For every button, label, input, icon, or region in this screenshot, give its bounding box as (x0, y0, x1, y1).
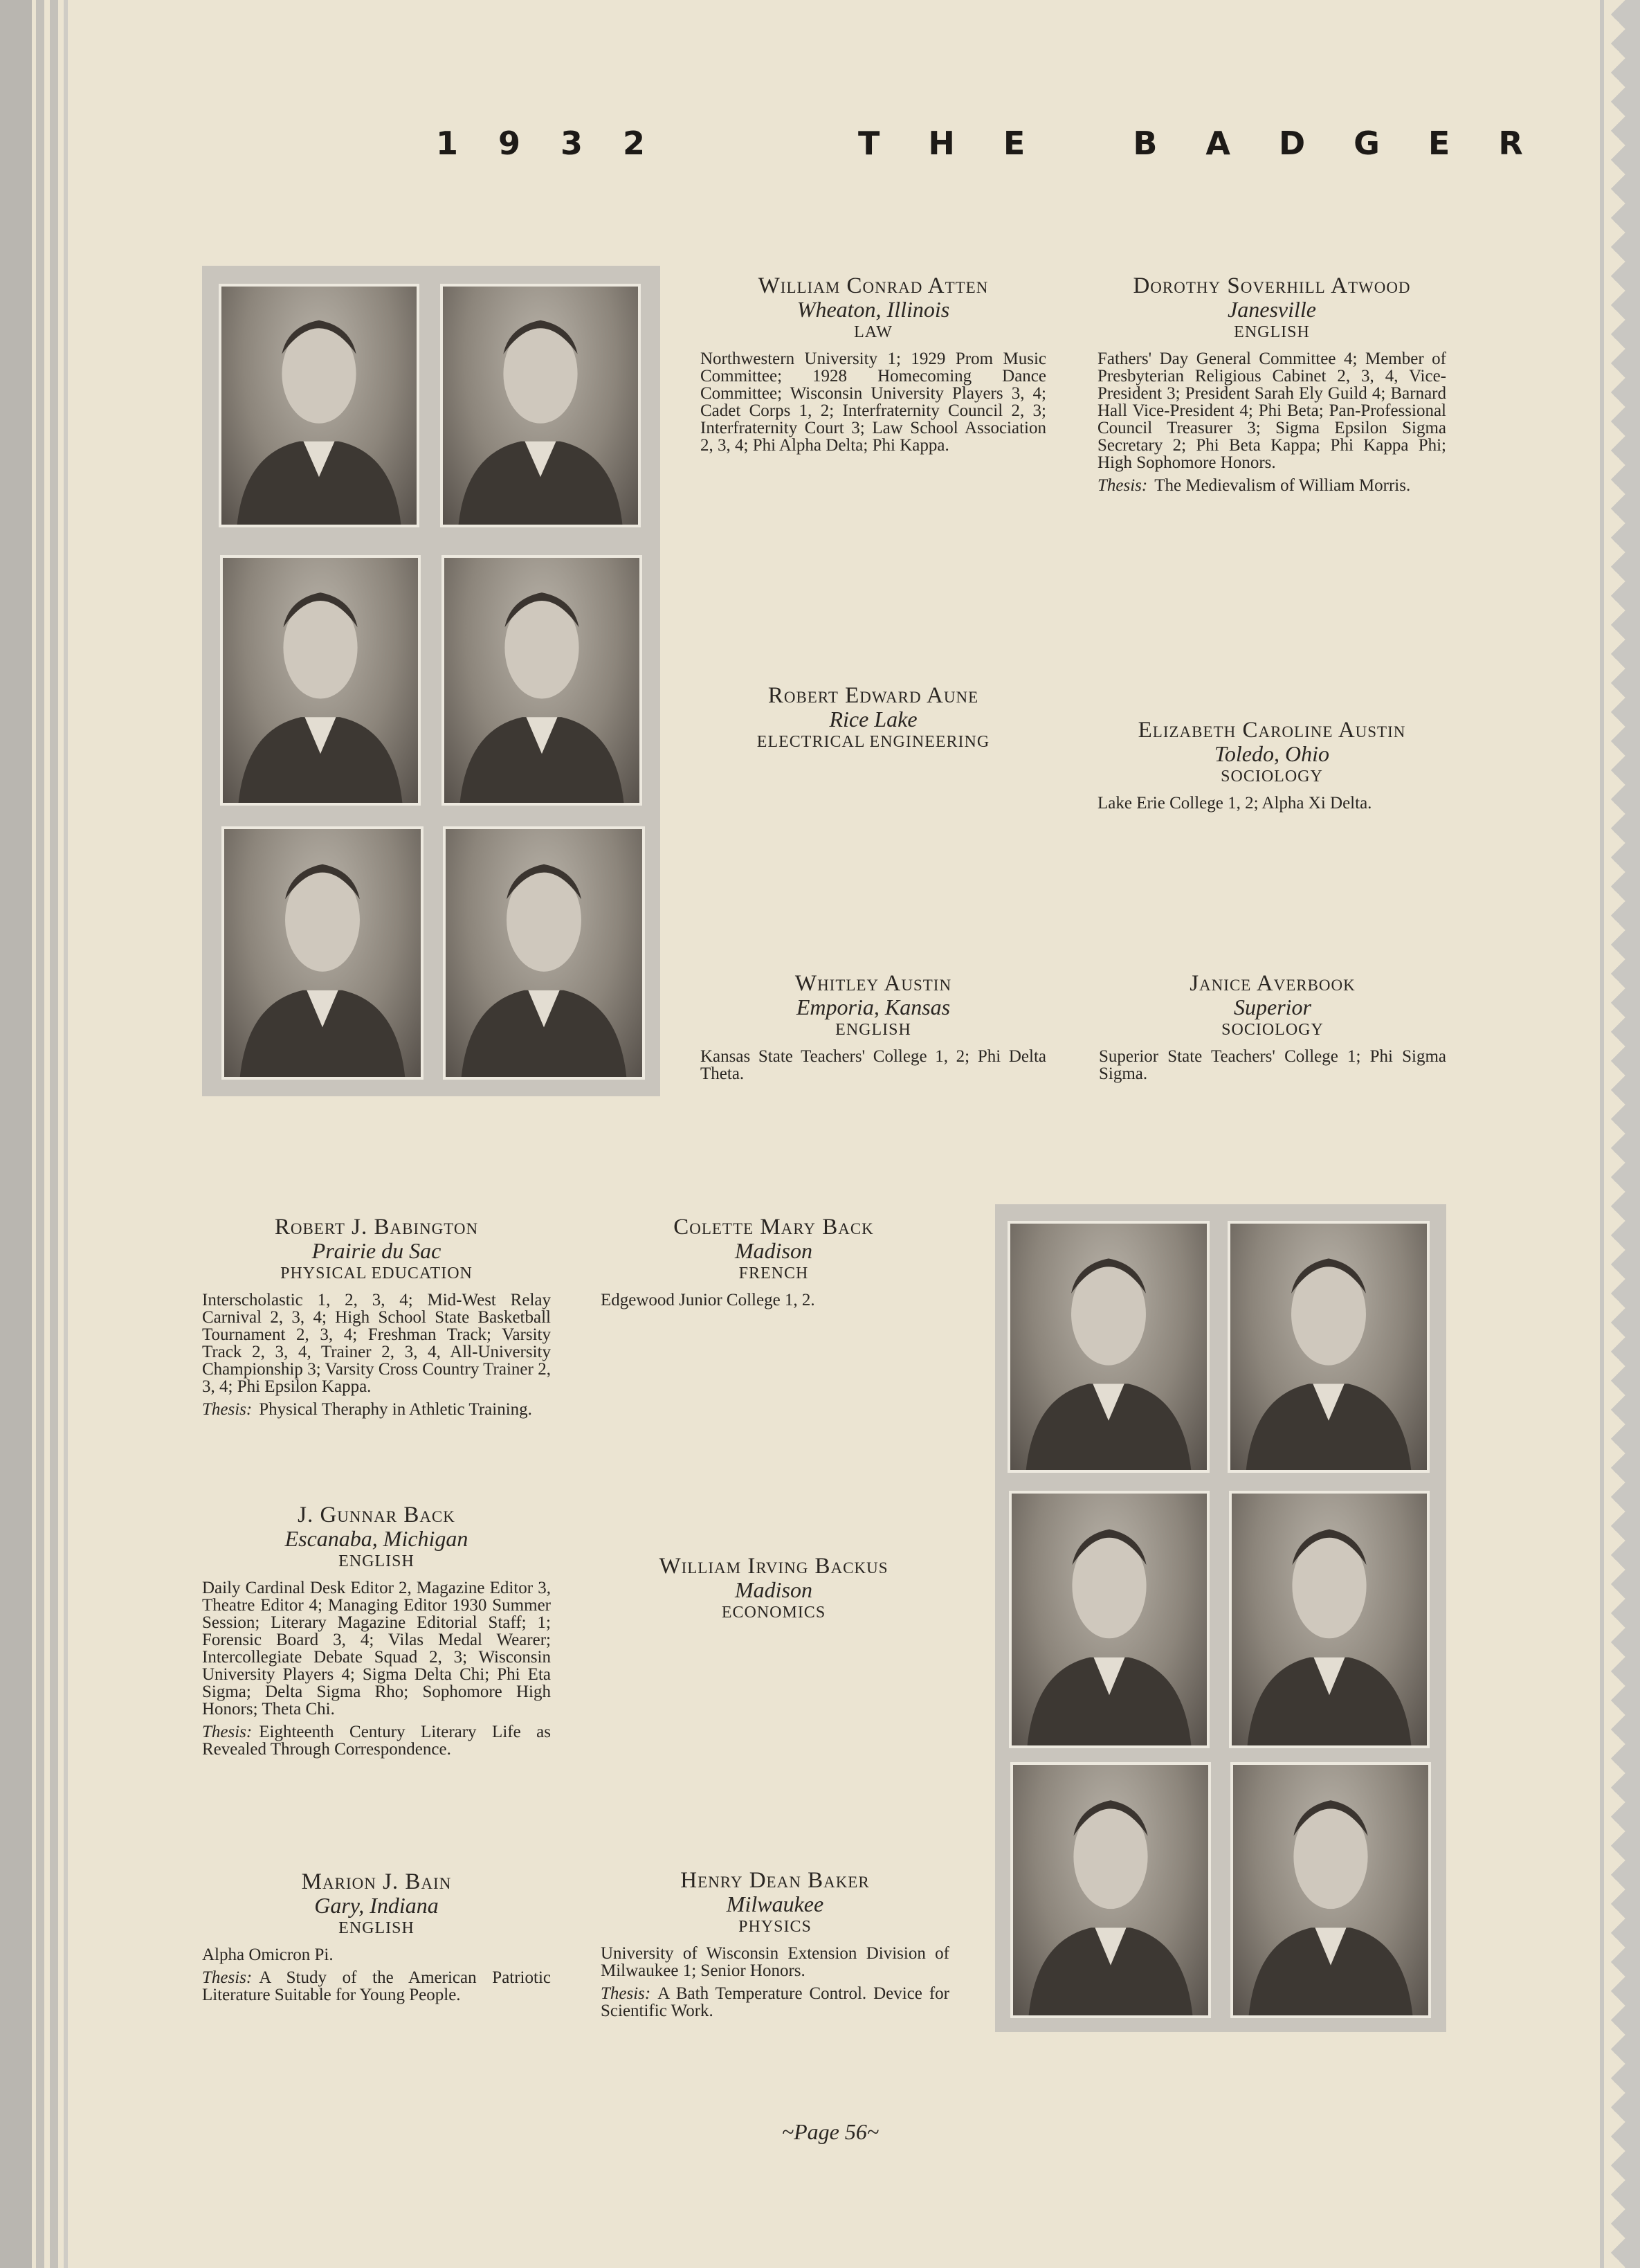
student-name: Janice Averbook (1190, 971, 1356, 996)
portrait-silhouette (1012, 1494, 1207, 1745)
portrait-photo (443, 826, 645, 1080)
portrait-silhouette (446, 829, 642, 1077)
portrait-silhouette (1232, 1494, 1427, 1745)
thesis-label: Thesis: (202, 1723, 253, 1741)
student-hometown: Madison (735, 1577, 812, 1602)
student-thesis (202, 1969, 551, 2004)
portrait-silhouette (1233, 1765, 1428, 2015)
student-entry (601, 1554, 947, 1624)
student-hometown: Prairie du Sac (311, 1238, 441, 1263)
student-department: FRENCH (738, 1264, 809, 1282)
student-department: ELECTRICAL ENGINEERING (756, 733, 990, 751)
student-thesis (202, 1401, 551, 1418)
left-page-border (0, 0, 69, 2268)
thesis-label: Thesis: (202, 1968, 253, 1987)
student-department: SOCIOLOGY (1221, 768, 1323, 786)
student-name: J. Gunnar Back (298, 1503, 455, 1527)
student-entry (700, 684, 1046, 753)
student-hometown: Gary, Indiana (314, 1893, 439, 1918)
thesis-title: A Bath Temperature Control. Device for Scientific Work. (601, 1984, 949, 2020)
student-department: LAW (854, 323, 893, 341)
student-hometown: Emporia, Kansas (796, 995, 951, 1019)
portrait-silhouette (1230, 1224, 1427, 1470)
student-name: Robert J. Babington (274, 1215, 479, 1240)
student-department: ENGLISH (338, 1919, 414, 1937)
page-header (415, 125, 1571, 166)
portrait-silhouette (224, 829, 421, 1077)
portrait-photo (219, 284, 419, 527)
student-department: SOCIOLOGY (1221, 1021, 1324, 1039)
header-title: THE BADGER (858, 125, 1571, 162)
student-activities: Kansas State Teachers' College 1, 2; Phi Delta Theta. (700, 1047, 1046, 1083)
student-department: PHYSICAL EDUCATION (280, 1264, 473, 1282)
student-hometown: Superior (1234, 995, 1311, 1019)
portrait-silhouette (223, 558, 418, 803)
student-department: ENGLISH (338, 1552, 414, 1570)
student-activities: University of Wisconsin Extension Division of Milwaukee 1; Senior Honors. (601, 1944, 949, 1980)
student-activities: Superior State Teachers' College 1; Phi Sigma Sigma. (1099, 1047, 1446, 1083)
thesis-title: Physical Theraphy in Athletic Training. (259, 1400, 532, 1419)
student-name: Whitley Austin (794, 971, 952, 996)
student-activities: Fathers' Day General Committee 4; Member of Presbyterian Religious Cabinet 2, 3, 4, Vice-President 3; President Sarah Ely Guild 4; Barnard Hall Vice-President 4; Phi Beta; Pan-Professional Council Treasurer 3; Sigma Epsilon Sigma Secretary 2; Phi Beta Kappa; Phi Kappa Phi; High Sophomore Honors. (1097, 350, 1446, 472)
student-hometown: Rice Lake (829, 707, 918, 732)
student-name: William Conrad Atten (758, 273, 989, 298)
student-entry (1097, 274, 1446, 494)
page-number: ~Page 56~ (781, 2119, 880, 2144)
student-department: ECONOMICS (721, 1604, 826, 1622)
student-hometown: Janesville (1228, 297, 1316, 322)
thesis-title: A Study of the American Patriotic Literature Suitable for Young People. (202, 1968, 551, 2004)
thesis-label: Thesis: (601, 1984, 651, 2003)
portrait-silhouette (443, 287, 638, 525)
student-entry (700, 972, 1046, 1082)
portrait-silhouette (221, 287, 417, 525)
student-hometown: Toledo, Ohio (1214, 741, 1329, 766)
student-hometown: Madison (735, 1238, 812, 1263)
student-entry (202, 1503, 551, 1758)
portrait-photo (221, 826, 423, 1080)
photo-panel-bottom (995, 1204, 1446, 2032)
student-entry (1097, 718, 1446, 812)
portrait-silhouette (444, 558, 639, 803)
right-border-line (1600, 0, 1604, 2268)
thesis-label: Thesis: (1097, 476, 1148, 495)
student-hometown: Milwaukee (726, 1891, 824, 1916)
portrait-silhouette (1010, 1224, 1207, 1470)
thesis-label: Thesis: (202, 1400, 253, 1419)
student-name: Dorothy Soverhill Atwood (1133, 273, 1411, 298)
portrait-photo (1010, 1762, 1211, 2018)
student-name: Robert Edward Aune (767, 683, 979, 708)
student-hometown: Wheaton, Illinois (796, 297, 950, 322)
portrait-photo (1230, 1762, 1431, 2018)
student-entry (601, 1215, 947, 1309)
student-department: PHYSICS (738, 1918, 812, 1936)
portrait-photo (1229, 1491, 1430, 1748)
portrait-silhouette (1013, 1765, 1208, 2015)
student-name: Elizabeth Caroline Austin (1138, 718, 1406, 743)
portrait-photo (1228, 1221, 1430, 1473)
student-activities: Edgewood Junior College 1, 2. (601, 1291, 815, 1309)
student-department: ENGLISH (835, 1021, 911, 1039)
student-activities: Alpha Omicron Pi. (202, 1945, 334, 1964)
thesis-title: The Medievalism of William Morris. (1154, 476, 1411, 495)
portrait-photo (220, 555, 421, 806)
student-activities: Lake Erie College 1, 2; Alpha Xi Delta. (1097, 794, 1372, 813)
thesis-title: Eighteenth Century Literary Life as Revealed Through Correspondence. (202, 1723, 551, 1759)
student-entry (202, 1870, 551, 2004)
portrait-photo (1009, 1491, 1210, 1748)
student-activities: Northwestern University 1; 1929 Prom Music Committee; 1928 Homecoming Dance Committee; Wisconsin University Players 3, 4; Cadet Corps 1, 2; Interfraternity Council 2, 3; Interfraternity Court 3; Law School Association 2, 3, 4; Phi Alpha Delta; Phi Kappa. (700, 350, 1046, 455)
photo-panel-top (202, 266, 660, 1096)
header-year: 1932 (436, 125, 686, 162)
student-thesis (1097, 477, 1446, 494)
student-activities: Interscholastic 1, 2, 3, 4; Mid-West Relay Carnival 2, 3, 4; High School State Basketball Tournament 2, 3, 4; Freshman Track; Varsity Track 2, 3, 4, Trainer 2, 3, 4, All-University Championship 3; Varsity Cross Country Trainer 2, 3, 4; Phi Epsilon Kappa. (202, 1291, 551, 1396)
student-entry (700, 274, 1046, 454)
right-zigzag-border (1611, 0, 1640, 2268)
student-department: ENGLISH (1234, 323, 1310, 341)
student-entry (601, 1869, 949, 2020)
student-thesis (601, 1985, 949, 2020)
portrait-photo (441, 555, 642, 806)
portrait-photo (440, 284, 641, 527)
student-thesis (202, 1723, 551, 1758)
student-name: Henry Dean Baker (680, 1868, 870, 1893)
student-entry (202, 1215, 551, 1418)
student-name: William Irving Backus (659, 1554, 889, 1579)
student-activities: Daily Cardinal Desk Editor 2, Magazine Editor 3, Theatre Editor 4; Managing Editor 1930 Summer Session; Literary Magazine Editorial Staff; 1; Forensic Board 3, 4; Vilas Medal Wearer; Intercollegiate Debate Squad 2, 3; Wisconsin University Players 4; Sigma Delta Chi; Phi Eta Sigma; Delta Sigma Rho; Sophomore High Honors; Theta Chi. (202, 1579, 551, 1718)
student-name: Marion J. Bain (301, 1869, 452, 1894)
student-hometown: Escanaba, Michigan (284, 1526, 468, 1551)
portrait-photo (1008, 1221, 1210, 1473)
student-name: Colette Mary Back (673, 1215, 874, 1240)
student-entry (1099, 972, 1446, 1082)
